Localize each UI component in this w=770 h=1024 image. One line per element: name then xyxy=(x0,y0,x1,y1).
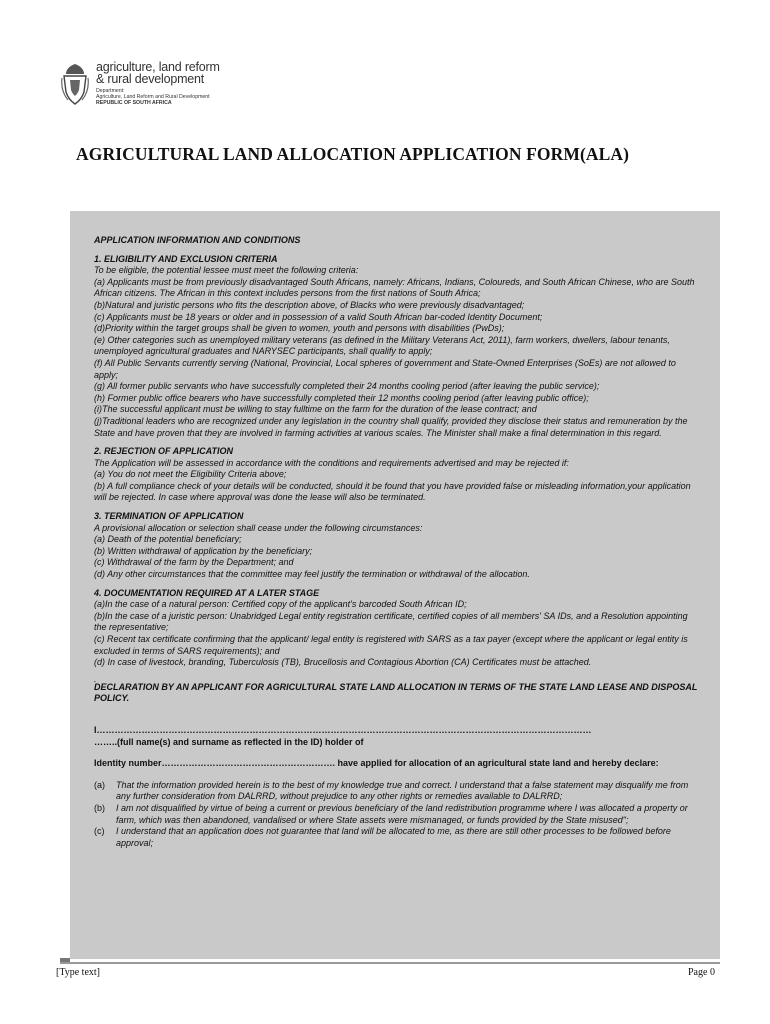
section4-heading: 4. DOCUMENTATION REQUIRED AT A LATER STAGE xyxy=(94,587,320,598)
department-sub-line2: Agriculture, Land Reform and Rural Development xyxy=(96,94,210,100)
s1-line: (e) Other categories such as unemployed military veterans (as defined in the Military Veterans Act, 2011), farm workers, dwellers, labour tenants, unemployed agricultural graduates and NARYSEC participants, shall qualify to apply; xyxy=(94,334,670,357)
declaration-item-label: (c) xyxy=(94,826,105,837)
s2-line: (a) You do not meet the Eligibility Criteria above; xyxy=(94,469,287,480)
section2-heading: 2. REJECTION OF APPLICATION xyxy=(94,446,234,457)
declaration-item xyxy=(94,803,702,826)
declaration-heading: DECLARATION BY AN APPLICANT FOR AGRICULTURAL STATE LAND ALLOCATION IN TERMS OF THE STATE LAND LEASE AND DISPOSAL POLICY. xyxy=(94,681,698,704)
s1-line: (j)Traditional leaders who are recognized under any legislation in the country shall qualify, provided they disclose their status and remuneration by the State and have proven that they are involved in farming activities at various scales. The Minister shall make a final determination in this regard. xyxy=(94,415,688,438)
declaration-item-text: I am not disqualified by virtue of being a current or previous beneficiary of the land redistribution programme where I was allocated a property or farm, which was then abandoned, vandalised or where State assets were mismanaged, or funds provided by the State misused"; xyxy=(116,802,688,825)
declaration-item-text: That the information provided herein is to the best of my knowledge true and correct. I understand that a false statement may disqualify me from any further consideration from DALRRD, without prejudice to any other rights or remedies available to DALRRD; xyxy=(116,779,689,802)
s4-line: (d) In case of livestock, branding, Tuberculosis (TB), Brucellosis and Contagious Abortion (CA) Certificates must be attached. xyxy=(94,657,592,668)
department-subtitle xyxy=(96,88,210,106)
declaration-item-label: (a) xyxy=(94,779,105,790)
department-sub-line3: REPUBLIC OF SOUTH AFRICA xyxy=(96,100,172,106)
declaration-items xyxy=(94,780,702,850)
department-name xyxy=(96,62,220,85)
s4-line: (a)In the case of a natural person: Certified copy of the applicant's barcoded South African ID; xyxy=(94,599,467,610)
declaration-name-line[interactable]: I………………………………………………………………………………………………………………………………………………… xyxy=(94,724,592,735)
s3-line: (c) Withdrawal of the farm by the Department; and xyxy=(94,557,294,568)
s1-line: (a) Applicants must be from previously disadvantaged South Africans, namely: Africans, Indians, Coloureds, and South African Chinese, who are South African citizens. The African in this context includes persons from the first nations of South Africa; xyxy=(94,276,695,299)
s1-line: (g) All former public servants who have successfully completed their 24 months cooling period (after leaving the public service); xyxy=(94,381,600,392)
page-number: Page 0 xyxy=(688,967,715,978)
section1-body xyxy=(94,265,702,439)
department-name-line2: & rural development xyxy=(96,71,205,86)
s1-line: (c) Applicants must be 18 years or older and in possession of a valid South African bar-coded Identity Document; xyxy=(94,311,543,322)
s1-line: To be eligible, the potential lessee must meet the following criteria: xyxy=(94,265,359,276)
s4-line: (c) Recent tax certificate confirming that the applicant/ legal entity is registered with SARS as a tax payer (except where the applicant or legal entity is excluded in terms of SARS requirements); and xyxy=(94,634,688,656)
s3-line: (a) Death of the potential beneficiary; xyxy=(94,534,242,545)
s1-line: (d)Priority within the target groups shall be given to women, youth and persons with disabilities (PwDs); xyxy=(94,323,505,334)
declaration-id-line[interactable]: Identity number…………………………………………………. have applied for allocation of an agricultural state land and hereby declare: xyxy=(94,758,659,769)
s3-line: A provisional allocation or selection shall cease under the following circumstances: xyxy=(94,522,423,533)
form-content xyxy=(94,235,702,849)
section2-body xyxy=(94,458,702,504)
s1-line: (i)The successful applicant must be willing to stay fulltime on the farm for the duration of the lease contract; and xyxy=(94,404,537,415)
form-title: AGRICULTURAL LAND ALLOCATION APPLICATION FORM(ALA) xyxy=(76,144,630,164)
s1-line: (b)Natural and juristic persons who fits the description above, of Blacks who were previously disadvantaged; xyxy=(94,299,525,310)
s1-line: (f) All Public Servants currently serving (National, Provincial, Local spheres of government and State-Owned Enterprises (SoEs) are not allowed to apply; xyxy=(94,357,676,380)
department-logo xyxy=(60,62,260,110)
section4-body xyxy=(94,599,702,669)
department-sub-line1: Department: xyxy=(96,88,125,94)
department-name-line1: agriculture, land reform xyxy=(96,60,220,74)
separator-dot: . xyxy=(94,673,97,684)
declaration-item-label: (b) xyxy=(94,802,105,813)
declaration-item xyxy=(94,780,702,803)
footer-left-text: [Type text] xyxy=(56,967,101,978)
s2-line: (b) A full compliance check of your details will be conducted, should it be found that you have provided false or misleading information,your application will be rejected. In case where approval was done the lease will also be terminated. xyxy=(94,480,691,503)
section3-body xyxy=(94,523,702,581)
s1-line: (h) Former public office bearers who have successfully completed their 12 months cooling period (after leaving public office); xyxy=(94,392,589,403)
s3-line: (d) Any other circumstances that the committee may feel justify the termination or withdrawal of the allocation. xyxy=(94,569,530,580)
coat-of-arms-icon xyxy=(60,62,90,106)
main-heading: APPLICATION INFORMATION AND CONDITIONS xyxy=(94,235,301,245)
declaration-item-text: I understand that an application does not guarantee that land will be allocated to me, as there are still other processes to be followed before approval; xyxy=(116,826,671,848)
section3-heading: 3. TERMINATION OF APPLICATION xyxy=(94,511,244,522)
declaration-name-caption: ……..(full name(s) and surname as reflected in the ID) holder of xyxy=(94,736,364,747)
footer-rule xyxy=(60,962,720,964)
s3-line: (b) Written withdrawal of application by the beneficiary; xyxy=(94,545,313,556)
section1-heading: 1. ELIGIBILITY AND EXCLUSION CRITERIA xyxy=(94,253,278,264)
s4-line: (b)In the case of a juristic person: Unabridged Legal entity registration certificate, certified copies of all members' SA IDs, and a Resolution appointing the representative; xyxy=(94,610,688,633)
declaration-item xyxy=(94,826,702,849)
s2-line: The Application will be assessed in accordance with the conditions and requirements advertised and may be rejected if: xyxy=(94,457,569,468)
